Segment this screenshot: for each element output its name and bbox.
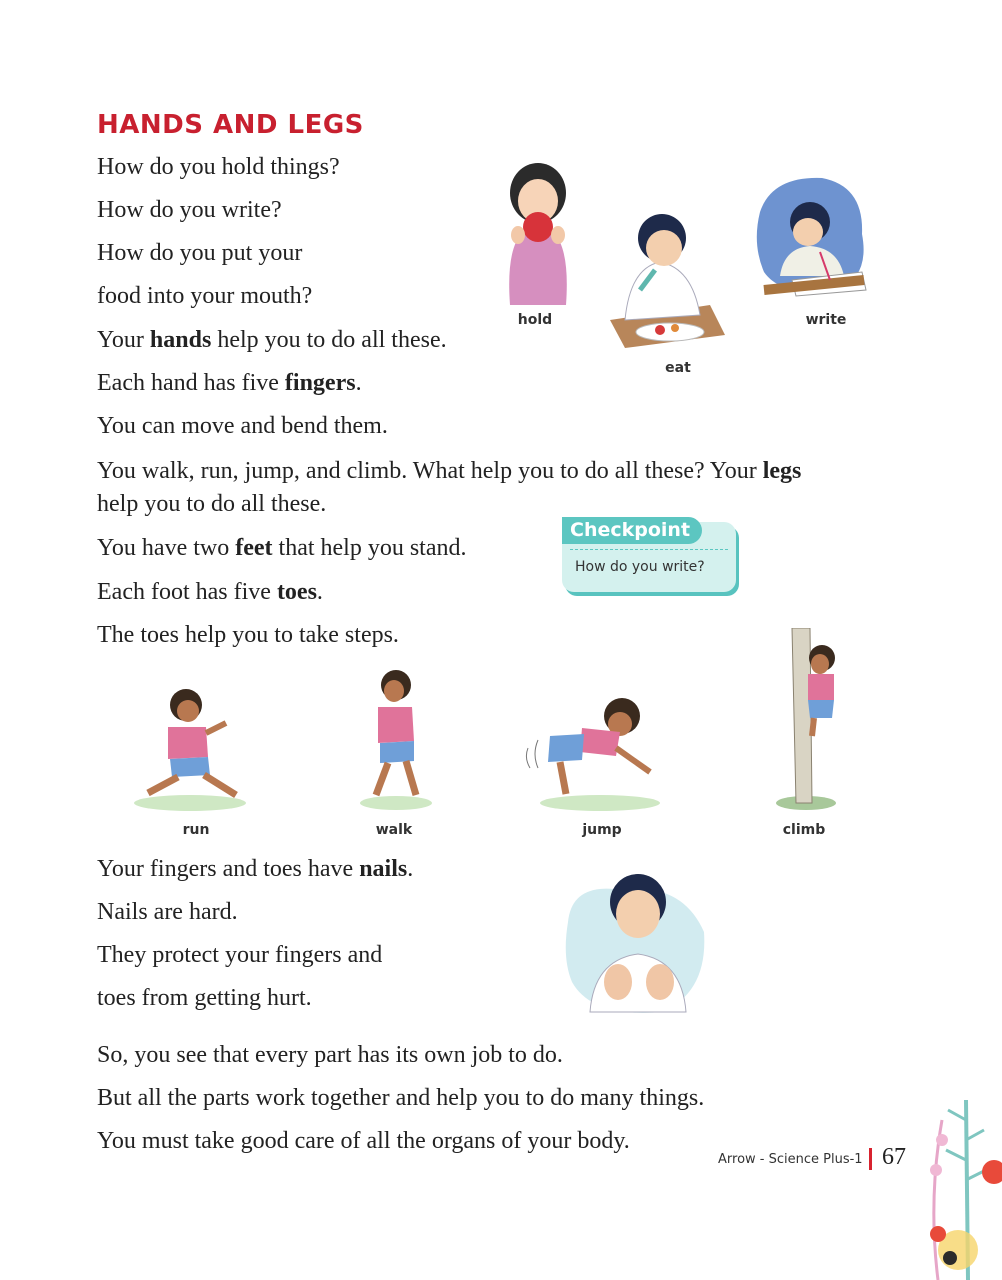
caption-write: write: [805, 312, 847, 328]
caption-walk: walk: [375, 822, 413, 838]
checkpoint-label: Checkpoint: [562, 517, 702, 544]
caption-hold: hold: [517, 312, 553, 328]
text-line: So, you see that every part has its own job to do.: [97, 1042, 563, 1068]
text-line: You can move and bend them.: [97, 413, 388, 439]
text-line: toes from getting hurt.: [97, 985, 312, 1011]
caption-eat: eat: [665, 360, 691, 376]
feet-sentence: You have two feet that help you stand.: [97, 535, 467, 561]
checkpoint-divider: [570, 549, 728, 550]
fingers-sentence: Each hand has five fingers.: [97, 370, 362, 396]
text-line: How do you hold things?: [97, 154, 340, 180]
caption-run: run: [182, 822, 210, 838]
boy-climbing-tree-illustration: [772, 628, 844, 813]
nails-sentence: Your fingers and toes have nails.: [97, 856, 414, 882]
legs-sentence: You walk, run, jump, and climb. What help you to do all these? Your legs: [97, 458, 802, 484]
text-line: How do you put your: [97, 240, 303, 266]
hands-sentence: Your hands help you to do all these.: [97, 327, 447, 353]
checkpoint-question: How do you write?: [575, 559, 705, 575]
text-line: You must take good care of all the organs of your body.: [97, 1128, 630, 1154]
text-line: The toes help you to take steps.: [97, 622, 399, 648]
text-line: Nails are hard.: [97, 899, 238, 925]
boy-showing-nails-illustration: [562, 862, 710, 1018]
caption-jump: jump: [582, 822, 622, 838]
boy-eating-illustration: [600, 200, 730, 350]
page-number: 67: [882, 1144, 906, 1170]
boy-writing-illustration: [752, 172, 870, 300]
text-line: help you to do all these.: [97, 491, 327, 517]
text-line: food into your mouth?: [97, 283, 313, 309]
section-heading: HANDS AND LEGS: [97, 110, 364, 140]
text-line: But all the parts work together and help you to do many things.: [97, 1085, 705, 1111]
boy-jumping-illustration: [520, 688, 660, 813]
footer-divider: [869, 1148, 872, 1170]
boy-running-illustration: [128, 683, 252, 813]
book-title: Arrow - Science Plus-1: [718, 1152, 863, 1167]
caption-climb: climb: [782, 822, 826, 838]
text-line: They protect your fingers and: [97, 942, 383, 968]
text-line: How do you write?: [97, 197, 282, 223]
flower-decoration-illustration: [908, 1080, 1002, 1280]
boy-walking-illustration: [356, 663, 436, 813]
girl-holding-apple-illustration: [488, 155, 588, 315]
toes-sentence: Each foot has five toes.: [97, 579, 323, 605]
